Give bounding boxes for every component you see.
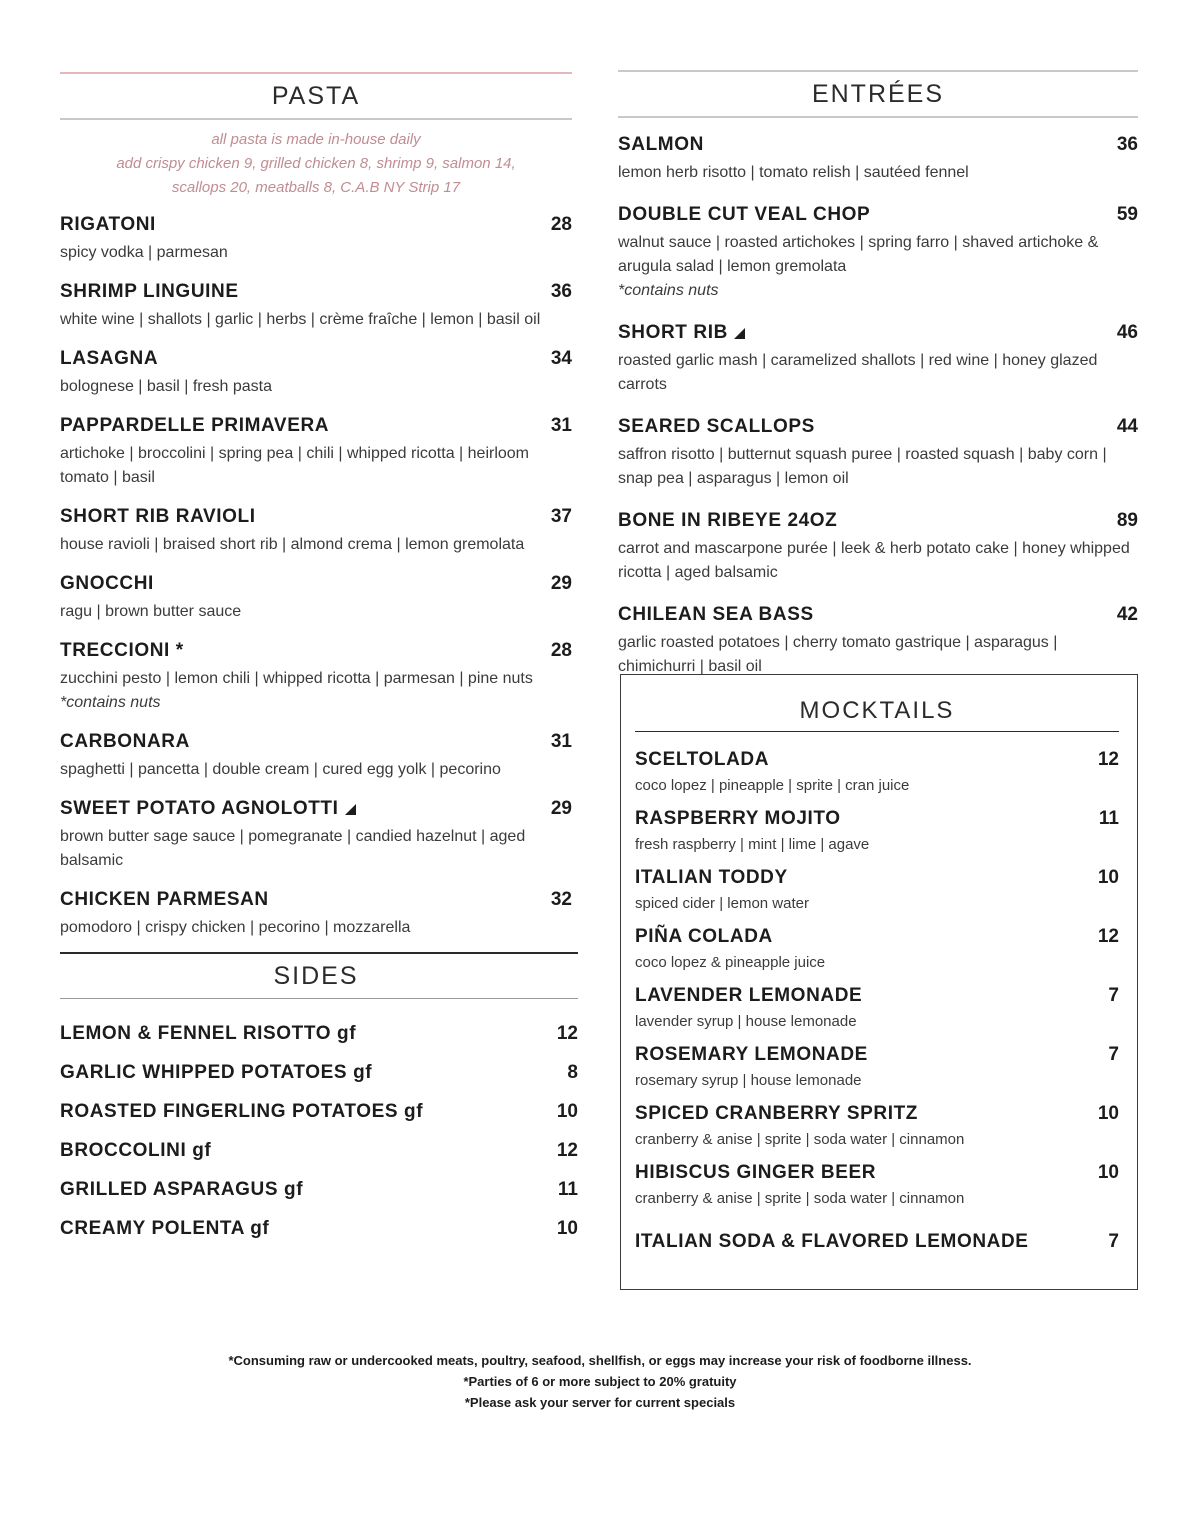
menu-item-name-wrap [60, 1015, 356, 1054]
menu-item-name: ITALIAN TODDY [635, 867, 788, 888]
menu-item-name-wrap [618, 412, 815, 443]
menu-item-name-wrap [60, 569, 154, 600]
menu-item-price: 28 [550, 214, 572, 235]
menu-item-price: 34 [550, 348, 572, 369]
menu-item [618, 600, 1138, 679]
menu-item-name-wrap [635, 864, 788, 893]
menu-item-name: CARBONARA [60, 731, 190, 752]
sides-header [60, 952, 572, 999]
menu-item-row [60, 1093, 578, 1132]
menu-item [60, 344, 572, 399]
menu-item-price: 46 [1116, 322, 1138, 343]
menu-item-price: 31 [550, 731, 572, 752]
menu-item-price: 29 [550, 573, 572, 594]
menu-item-name: LEMON & FENNEL RISOTTO gf [60, 1023, 357, 1044]
menu-item-row [635, 1100, 1119, 1129]
menu-item-description: pomodoro | crispy chicken | pecorino | mozzarella [60, 919, 411, 936]
menu-item [635, 1100, 1119, 1151]
menu-item-name-wrap [60, 794, 356, 825]
menu-item-description: zucchini pesto | lemon chili | whipped ricotta | parmesan | pine nuts [60, 670, 533, 687]
triangle-marker-icon [734, 328, 745, 339]
menu-item-description: carrot and mascarpone purée | leek & herb potato cake | honey whipped ricotta | aged balsamic [618, 540, 1130, 581]
menu-item-name: SHORT RIB RAVIOLI [60, 506, 256, 527]
menu-item-name-wrap [60, 502, 256, 533]
menu-item [618, 412, 1138, 491]
menu-item-name: CREAMY POLENTA gf [60, 1218, 270, 1239]
footer-line: *Consuming raw or undercooked meats, poultry, seafood, shellfish, or eggs may increase your risk of foodborne illness. [228, 1353, 972, 1368]
pasta-header [60, 72, 572, 120]
menu-item-price: 7 [1108, 1044, 1119, 1065]
menu-item-name: SWEET POTATO AGNOLOTTI [60, 798, 339, 819]
menu-item-note: *contains nuts [60, 694, 161, 711]
menu-item-name: LASAGNA [60, 348, 159, 369]
menu-item-price: 10 [556, 1101, 578, 1122]
menu-item-name: GNOCCHI [60, 573, 154, 594]
menu-item-name: CHILEAN SEA BASS [618, 604, 814, 625]
menu-item-name: ROASTED FINGERLING POTATOES gf [60, 1101, 424, 1122]
menu-item-name: SALMON [618, 134, 704, 155]
menu-item-name-wrap [635, 746, 769, 775]
menu-item-name-wrap [635, 1100, 918, 1129]
menu-item-price: 44 [1116, 416, 1138, 437]
menu-item-row [635, 1041, 1119, 1070]
menu-item-name: PIÑA COLADA [635, 926, 773, 947]
menu-item-name-wrap [60, 1132, 211, 1171]
menu-item-price: 12 [1097, 926, 1119, 947]
menu-item-price: 10 [1097, 1103, 1119, 1124]
menu-item-name: RIGATONI [60, 214, 156, 235]
menu-item-row [618, 318, 1138, 349]
menu-item-price: 28 [550, 640, 572, 661]
menu-item-description: lemon herb risotto | tomato relish | sautéed fennel [618, 164, 969, 181]
menu-item-row [60, 794, 572, 825]
menu-item-name: LAVENDER LEMONADE [635, 985, 863, 1006]
menu-item [60, 1210, 578, 1249]
menu-item-note: *contains nuts [618, 282, 719, 299]
menu-item [618, 130, 1138, 185]
menu-item-name: BROCCOLINI gf [60, 1140, 212, 1161]
menu-item [618, 200, 1138, 303]
menu-item [635, 1228, 1119, 1257]
footer-line: *Parties of 6 or more subject to 20% gratuity [463, 1374, 737, 1389]
entrees-bottom-rule [618, 116, 1138, 118]
menu-item-name-wrap [635, 1159, 876, 1188]
menu-item [60, 1132, 578, 1171]
left-column [60, 72, 578, 1249]
menu-item-row [60, 885, 572, 916]
menu-item-price: 32 [550, 889, 572, 910]
menu-item-description: artichoke | broccolini | spring pea | chili | whipped ricotta | heirloom tomato | basil [60, 445, 529, 486]
menu-item-name: DOUBLE CUT VEAL CHOP [618, 204, 871, 225]
menu-item-name-wrap [60, 411, 329, 442]
menu-item-name-wrap [635, 982, 862, 1011]
menu-item [60, 277, 572, 332]
menu-item-price: 36 [1116, 134, 1138, 155]
menu-item-price: 10 [556, 1218, 578, 1239]
footer-line: *Please ask your server for current specials [464, 1395, 736, 1410]
menu-item-name: BONE IN RIBEYE 24OZ [618, 510, 838, 531]
menu-item-price: 8 [567, 1062, 578, 1083]
menu-item-name: TRECCIONI * [60, 640, 184, 661]
menu-item-name-wrap [60, 277, 239, 308]
menu-item [60, 885, 572, 940]
menu-item-name: HIBISCUS GINGER BEER [635, 1162, 877, 1183]
menu-item-row [60, 1015, 578, 1054]
menu-item-description: cranberry & anise | sprite | soda water | cinnamon [635, 1131, 965, 1148]
menu-item-row [60, 636, 572, 667]
mocktails-list [635, 746, 1119, 1257]
menu-item-row [60, 210, 572, 241]
menu-item-row [618, 412, 1138, 443]
menu-item-name-wrap [60, 1210, 269, 1249]
menu-item [618, 318, 1138, 397]
menu-item-price: 11 [1098, 808, 1119, 829]
menu-item-description: brown butter sage sauce | pomegranate | candied hazelnut | aged balsamic [60, 828, 526, 869]
triangle-marker-icon [345, 804, 356, 815]
menu-item-price: 12 [1097, 749, 1119, 770]
menu-item-row [635, 805, 1119, 834]
menu-item-price: 11 [557, 1179, 578, 1200]
menu-item [60, 1171, 578, 1210]
menu-item-name: ROSEMARY LEMONADE [635, 1044, 868, 1065]
sides-title: SIDES [273, 962, 359, 990]
menu-item-row [60, 277, 572, 308]
menu-item-name-wrap [60, 344, 158, 375]
menu-item-row [635, 746, 1119, 775]
footer-notes [0, 1350, 1200, 1413]
menu-item-description: ragu | brown butter sauce [60, 603, 242, 620]
menu-item-description: white wine | shallots | garlic | herbs | crème fraîche | lemon | basil oil [60, 311, 541, 328]
menu-item-name: CHICKEN PARMESAN [60, 889, 269, 910]
menu-item-name: GRILLED ASPARAGUS gf [60, 1179, 304, 1200]
menu-item-row [635, 982, 1119, 1011]
menu-item-price: 10 [1097, 867, 1119, 888]
menu-item-row [618, 506, 1138, 537]
menu-item-name-wrap [60, 1171, 303, 1210]
pasta-notes [60, 128, 572, 200]
pasta-title: PASTA [271, 82, 361, 110]
menu-item [60, 1015, 578, 1054]
menu-item-row [60, 727, 572, 758]
pasta-note-line: scallops 20, meatballs 8, C.A.B NY Strip 17 [171, 179, 461, 196]
menu-item-price: 42 [1116, 604, 1138, 625]
menu-item-name-wrap [60, 1093, 423, 1132]
menu-item [60, 727, 572, 782]
menu-item-price: 89 [1116, 510, 1138, 531]
sides-bottom-rule [60, 998, 578, 999]
menu-item-description: rosemary syrup | house lemonade [635, 1072, 862, 1089]
menu-item-row [618, 130, 1138, 161]
right-column [618, 70, 1138, 694]
pasta-bottom-rule [60, 118, 572, 120]
entrees-title: ENTRÉES [811, 80, 945, 108]
menu-item-name: SHRIMP LINGUINE [60, 281, 239, 302]
entrees-list [618, 130, 1138, 679]
menu-item-name: RASPBERRY MOJITO [635, 808, 841, 829]
menu-item [635, 805, 1119, 856]
menu-item-name-wrap [618, 506, 837, 537]
menu-item [635, 1041, 1119, 1092]
menu-item-description: spiced cider | lemon water [635, 895, 809, 912]
menu-item-price: 12 [556, 1140, 578, 1161]
menu-item-name: PAPPARDELLE PRIMAVERA [60, 415, 330, 436]
menu-item-description: walnut sauce | roasted artichokes | spring farro | shaved artichoke & arugula salad | lemon gremolata [618, 234, 1099, 275]
menu-item [60, 1093, 578, 1132]
menu-item [60, 794, 572, 873]
menu-item-row [60, 1210, 578, 1249]
menu-item [618, 506, 1138, 585]
menu-item-price: 12 [556, 1023, 578, 1044]
menu-item-description: fresh raspberry | mint | lime | agave [635, 836, 870, 853]
menu-item [635, 982, 1119, 1033]
menu-item-row [60, 1054, 578, 1093]
menu-item-name-wrap [618, 200, 870, 231]
menu-item [60, 569, 572, 624]
menu-item-description: spicy vodka | parmesan [60, 244, 228, 261]
menu-item [60, 210, 572, 265]
menu-item-price: 10 [1097, 1162, 1119, 1183]
menu-item-row [618, 600, 1138, 631]
menu-item-row [60, 1171, 578, 1210]
menu-item-row [60, 1132, 578, 1171]
menu-item-description: coco lopez | pineapple | sprite | cran juice [635, 777, 910, 794]
entrees-header [618, 70, 1138, 118]
menu-item-name-wrap [60, 636, 184, 667]
menu-item-description: house ravioli | braised short rib | almond crema | lemon gremolata [60, 536, 525, 553]
menu-item-row [60, 344, 572, 375]
menu-item-name-wrap [618, 600, 814, 631]
menu-item-description: bolognese | basil | fresh pasta [60, 378, 272, 395]
menu-item-name-wrap [60, 885, 269, 916]
menu-item-name-wrap [635, 1228, 1029, 1257]
mocktails-header [635, 691, 1119, 732]
menu-item-name-wrap [60, 727, 190, 758]
menu-item-name: ITALIAN SODA & FLAVORED LEMONADE [635, 1231, 1029, 1252]
menu-item-price: 29 [550, 798, 572, 819]
menu-item-row [618, 200, 1138, 231]
mocktails-box [620, 674, 1138, 1290]
menu-item [60, 636, 572, 715]
menu-item-description: coco lopez & pineapple juice [635, 954, 826, 971]
menu-item-price: 59 [1116, 204, 1138, 225]
menu-item-name: SEARED SCALLOPS [618, 416, 815, 437]
menu-item-name: SPICED CRANBERRY SPRITZ [635, 1103, 919, 1124]
menu-item-row [60, 502, 572, 533]
menu-item [635, 1159, 1119, 1210]
menu-item-name-wrap [635, 923, 773, 952]
menu-item-description: garlic roasted potatoes | cherry tomato gastrique | asparagus | chimichurri | basil oil [618, 634, 1058, 675]
menu-item-row [635, 923, 1119, 952]
menu-item-name: SHORT RIB [618, 322, 728, 343]
menu-item-description: cranberry & anise | sprite | soda water | cinnamon [635, 1190, 965, 1207]
menu-item [635, 923, 1119, 974]
menu-item-description: saffron risotto | butternut squash puree | roasted squash | baby corn | snap pea | asparagus | lemon oil [618, 446, 1107, 487]
menu-item-price: 7 [1108, 985, 1119, 1006]
menu-item-price: 36 [550, 281, 572, 302]
menu-item [635, 864, 1119, 915]
menu-item-price: 31 [550, 415, 572, 436]
menu-item-row [635, 864, 1119, 893]
menu-item-description: roasted garlic mash | caramelized shallots | red wine | honey glazed carrots [618, 352, 1098, 393]
menu-item-name-wrap [618, 318, 745, 349]
menu-item-name-wrap [635, 1041, 868, 1070]
sides-list [60, 1015, 578, 1249]
menu-item [635, 746, 1119, 797]
menu-item-name-wrap [60, 210, 156, 241]
menu-item-name-wrap [618, 130, 704, 161]
menu-item-price: 37 [550, 506, 572, 527]
menu-item-row [60, 411, 572, 442]
menu-item-row [635, 1159, 1119, 1188]
menu-item-name: SCELTOLADA [635, 749, 770, 770]
menu-item [60, 411, 572, 490]
menu-item-name: GARLIC WHIPPED POTATOES gf [60, 1062, 373, 1083]
pasta-note-line: all pasta is made in-house daily [211, 131, 421, 148]
pasta-list [60, 210, 572, 940]
menu-item-price: 7 [1108, 1231, 1119, 1252]
menu-item-row [60, 569, 572, 600]
pasta-note-line: add crispy chicken 9, grilled chicken 8, shrimp 9, salmon 14, [116, 155, 516, 172]
menu-item [60, 1054, 578, 1093]
menu-item-name-wrap [60, 1054, 372, 1093]
menu-item-description: lavender syrup | house lemonade [635, 1013, 857, 1030]
mocktails-rule [635, 731, 1119, 732]
menu-item [60, 502, 572, 557]
menu-item-name-wrap [635, 805, 841, 834]
mocktails-title: MOCKTAILS [799, 697, 955, 724]
menu-item-row [635, 1228, 1119, 1257]
menu-item-description: spaghetti | pancetta | double cream | cured egg yolk | pecorino [60, 761, 501, 778]
